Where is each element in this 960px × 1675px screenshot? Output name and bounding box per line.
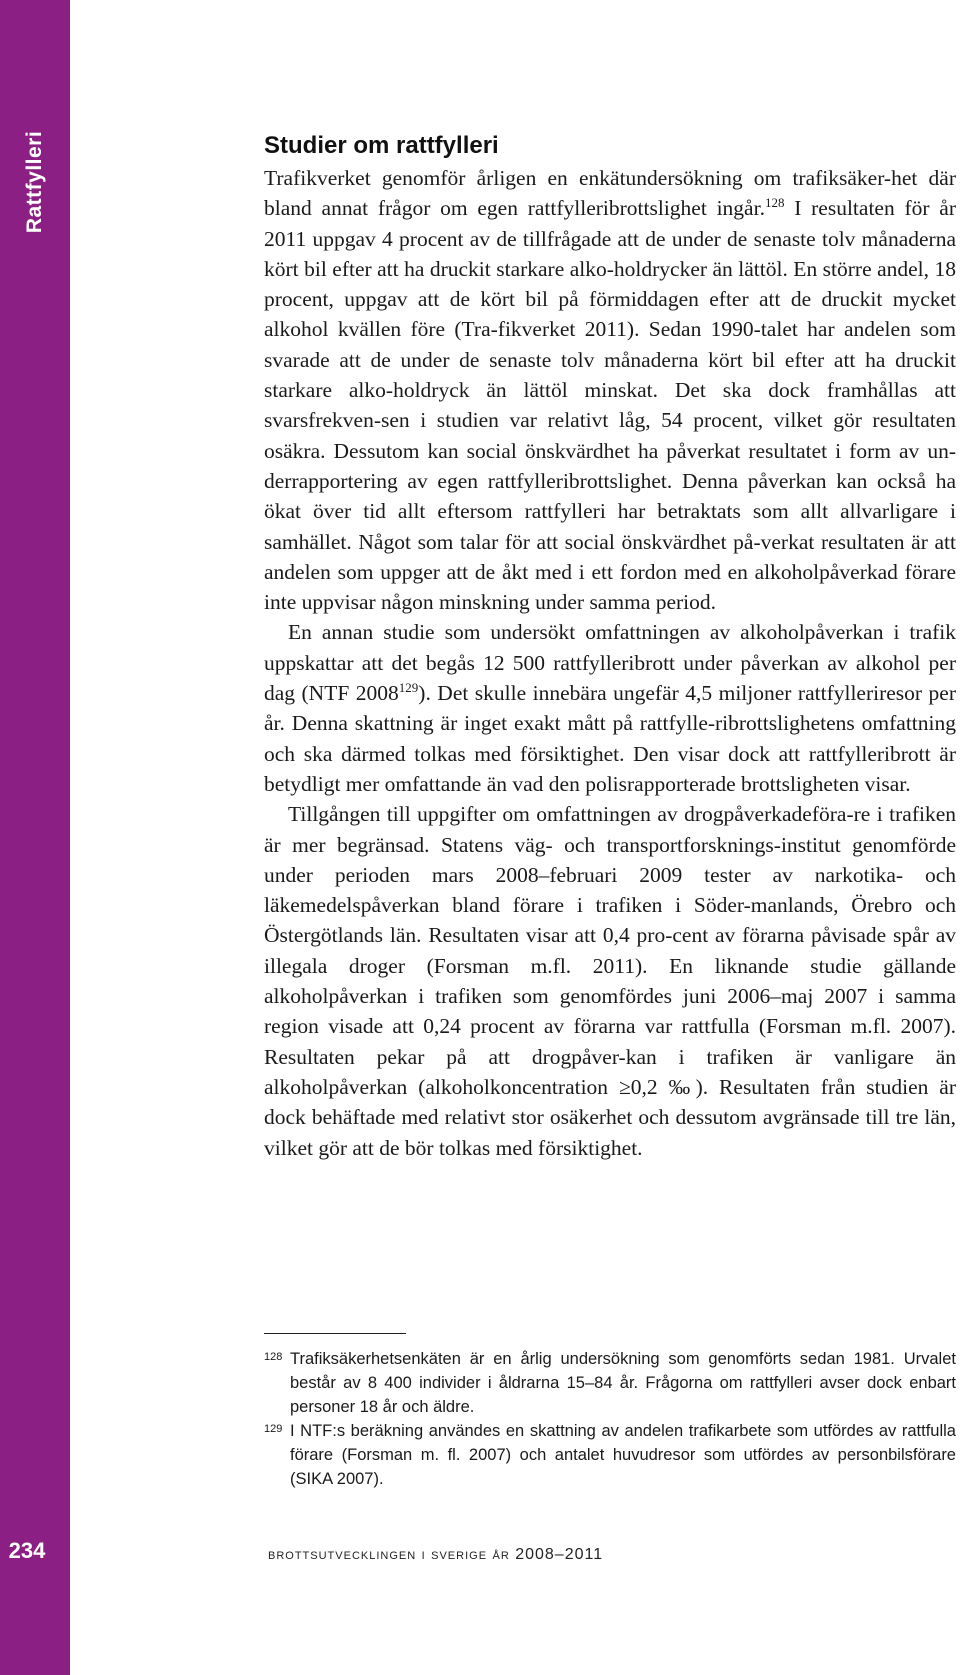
footnote-ref-128: 128: [764, 195, 785, 211]
paragraph-2: [264, 617, 956, 799]
paragraph-1-part-a: Trafikverket genomför årligen en enkätundersökning om trafiksäker-het där bland annat frågor om egen rattfylleribrottslighet ingår.: [264, 166, 956, 221]
running-footer: [268, 1546, 603, 1564]
footnote-128: [264, 1347, 956, 1419]
footnote-text: Trafiksäkerhetsenkäten är en årlig undersökning som genomförts sedan 1981. Urvalet består av 8 400 individer i åldrarna 15–84 år. Frågorna om rattfylleri avser dock enbart personer 18 år och äldre.: [290, 1350, 956, 1416]
section-heading: Studier om rattfylleri: [264, 132, 499, 159]
footnote-ref-129: 129: [398, 680, 419, 696]
chapter-title: Rattfylleri: [23, 130, 46, 234]
footnotes: [264, 1347, 956, 1491]
paragraph-1: [264, 163, 956, 617]
paragraph-2-part-a: En annan studie som undersökt omfattningen av alkoholpåverkan i trafik uppskattar att det begås 12 500 rattfylleribrott under påverkan av alkohol per dag (NTF 2008: [264, 620, 956, 706]
footnote-text: I NTF:s beräkning användes en skattning av andelen trafikarbete som utfördes av rattfulla förare (Forsman m. fl. 2007) och antalet huvudresor som utfördes av personbilsförare (SIKA 2007).: [290, 1422, 956, 1488]
footnote-divider: [264, 1333, 406, 1334]
main-text: [264, 132, 956, 1163]
running-footer-text: brottsutvecklingen i sverige år 2008–2011: [268, 1546, 604, 1563]
chapter-sidebar: [0, 0, 70, 1675]
paragraph-2-part-b: ). Det skulle innebära ungefär 4,5 miljoner rattfylleriresor per år. Denna skattning är inget exakt mått på rattfylle-ribrottslighetens omfattning och ska därmed tolkas med försiktighet. Den visar dock att rattfylleribrott är betydligt mer omfattande än vad den polisrapporterade brottsligheten visar.: [264, 681, 957, 796]
footnote-number: 128: [264, 1351, 283, 1363]
footnote-129: [264, 1419, 956, 1491]
page-number: 234: [8, 1538, 46, 1563]
paragraph-1-part-b: I resultaten för år 2011 uppgav 4 procent av de tillfrågade att de under de senaste tolv månaderna kört bil efter att ha druckit starkare alko-holdrycker än lättöl. En större andel, 18 procent, uppgav att de kört bil på förmiddagen efter att de druckit mycket alkohol kvällen före (Tra-fikverket 2011). Sedan 1990-talet har andelen som svarade att de under de senaste tolv månaderna kört bil efter att ha druckit starkare alko-holdryck än lättöl minskat. Det ska dock framhållas att svarsfrekven-sen i studien var relativt låg, 54 procent, vilket gör resultaten osäkra. Dessutom kan social önskvärdhet ha påverkat resultatet i form av un-derrapportering av egen rattfylleribrottslighet. Denna påverkan kan också ha ökat över tid allt eftersom rattfylleri har betraktats som allt allvarligare i samhället. Något som talar för att social önskvärdhet på-verkat resultaten är att andelen som uppger att de åkt med i ett fordon med en alkoholpåverkad förare inte uppvisar någon minskning under samma period.: [264, 196, 956, 615]
footnote-number: 129: [264, 1423, 283, 1435]
paragraph-3: Tillgången till uppgifter om omfattningen av drogpåverkadeföra-re i trafiken är mer begränsad. Statens väg- och transportforsknings-institut genomförde under perioden mars 2008–februari 2009 tester av narkotika- och läkemedelspåverkan bland förare i trafiken i Söder-manlands, Örebro och Östergötlands län. Resultaten visar att 0,4 pro-cent av förarna påvisade spår av illegala droger (Forsman m.fl. 2011). En liknande studie gällande alkoholpåverkan i trafiken som genomfördes juni 2006–maj 2007 i samma region visade att 0,24 procent av förarna var rattfulla (Forsman m.fl. 2007). Resultaten pekar på att drogpåver-kan i trafiken är vanligare än alkoholpåverkan (alkoholkoncentration ≥0,2 ‰). Resultaten från studien är dock behäftade med relativt stor osäkerhet och dessutom avgränsade till tre län, vilket gör att de bör tolkas med försiktighet.: [264, 802, 956, 1160]
